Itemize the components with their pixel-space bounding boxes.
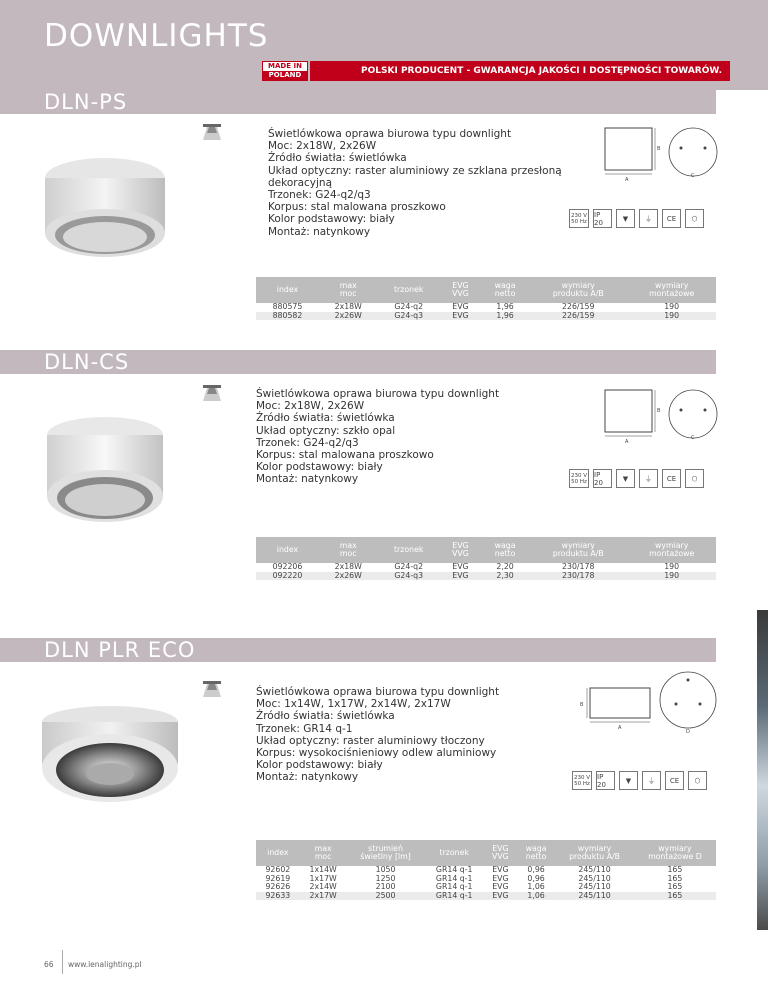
section-title: DLN-CS [44, 350, 130, 374]
ce-mark-icon: CE [665, 771, 684, 790]
table-row: 092220 2x26W G24-q3 EVG 2,30 230/178 190 [256, 572, 716, 581]
downlight-category-icon [203, 681, 221, 697]
spec-table: index max moc trzonek EVG VVG waga netto wymiary produktu A/B wymiary montażowe 880575 2x18W G24-q2 EVG 1,96 226/159 190 880582 2x26W G24-q3 EVG 1,96 226/159 190 [256, 277, 716, 320]
svg-text:B: B [580, 702, 584, 708]
svg-text:C: C [691, 173, 695, 179]
page-title: DOWNLIGHTS [44, 18, 269, 54]
flame-triangle-icon: ▼ [619, 771, 638, 790]
ce-mark-icon: CE [662, 209, 681, 228]
ip20-icon: IP 20 [593, 469, 612, 488]
voltage-icon: 230 V 50 Hz [569, 469, 589, 488]
footer-divider [62, 950, 63, 974]
ce-mark-icon: CE [662, 469, 681, 488]
svg-text:A: A [625, 177, 629, 183]
certification-icons [572, 771, 707, 790]
downlight-category-icon [203, 124, 221, 140]
voltage-icon: 230 V 50 Hz [569, 209, 589, 228]
section-title: DLN-PS [44, 90, 128, 114]
table-row: 92602 1x14W 1050 GR14 q-1 EVG 0,96 245/110 165 [256, 866, 716, 875]
svg-text:C: C [691, 435, 695, 441]
cube-icon: ⬡ [685, 209, 704, 228]
tagline-banner: POLSKI PRODUCENT - GWARANCJA JAKOŚCI I DOSTĘPNOŚCI TOWARÓW. [310, 61, 730, 81]
dln-plr-eco-product-image [35, 700, 185, 810]
certification-icons [569, 209, 704, 228]
dln-ps-product-image [38, 150, 173, 265]
product-description: Świetlówkowa oprawa biurowa typu downlight Moc: 1x14W, 1x17W, 2x14W, 2x17W Źródło światła: świetlówka Trzonek: GR14 q-1 Układ optyczny: raster aluminiowy tłoczony Korpus: wysokociśnieniowy odlew aluminiowy Kolor podstawowy: biały Montaż: natynkowy [256, 686, 500, 784]
cube-icon: ⬡ [688, 771, 707, 790]
spec-table: index max moc strumień świetlny [lm] trzonek EVG VVG waga netto wymiary produktu A/B wymiary montażowe D 92602 1x14W 1050 GR14 q-1 EVG 0,96 245/110 165 92619 1x17W 1250 GR14 q-1 EVG 0,96 245/110 165 92626 2x14W 2100 GR14 q-1 EVG 1,06 245/110 165 92633 2x17W 2500 GR14 q-1 EVG 1,06 245/110 165 [256, 840, 716, 900]
class-earth-icon: ⏚ [639, 209, 658, 228]
dimension-drawing [595, 124, 720, 184]
section-bar-dln-cs [0, 350, 716, 374]
table-row: 880582 2x26W G24-q3 EVG 1,96 226/159 190 [256, 312, 716, 321]
product-description: Świetlówkowa oprawa biurowa typu downlight Moc: 2x18W, 2x26W Źródło światła: świetlówka Układ optyczny: szkło opal Trzonek: G24-q2/q3 Korpus: stal malowana proszkowo Kolor podstawowy: biały Montaż: natynkowy [256, 388, 500, 486]
ip20-icon: IP 20 [593, 209, 612, 228]
svg-text:B: B [657, 146, 661, 152]
spec-table: index max moc trzonek EVG VVG waga netto wymiary produktu A/B wymiary montażowe 092206 2x18W G24-q2 EVG 2,20 230/178 190 092220 2x26W G24-q3 EVG 2,30 230/178 190 [256, 537, 716, 580]
dimension-drawing [595, 386, 720, 446]
downlight-category-icon [203, 385, 221, 401]
made-in-poland-logo: MADE IN POLAND [262, 61, 308, 81]
product-description: Świetlówkowa oprawa biurowa typu downlight Moc: 2x18W, 2x26W Źródło światła: świetlówka Układ optyczny: raster aluminiowy ze szklana przesłoną dekoracyjną Trzonek: G24-q2/q3 Korpus: stal malowana proszkowo Kolor podstawowy: biały Montaż: natynkowy [268, 128, 562, 238]
section-title: DLN PLR ECO [44, 638, 196, 662]
flame-triangle-icon: ▼ [616, 469, 635, 488]
class-earth-icon: ⏚ [639, 469, 658, 488]
page-number: 66 [44, 960, 54, 969]
svg-text:A: A [618, 725, 622, 731]
certification-icons [569, 469, 704, 488]
footer-url: www.lenalighting.pl [68, 960, 142, 969]
table-row: 880575 2x18W G24-q2 EVG 1,96 226/159 190 [256, 303, 716, 312]
voltage-icon: 230 V 50 Hz [572, 771, 592, 790]
table-row: 92626 2x14W 2100 GR14 q-1 EVG 1,06 245/110 165 [256, 883, 716, 892]
svg-text:D: D [686, 729, 690, 735]
class-earth-icon: ⏚ [642, 771, 661, 790]
flame-triangle-icon: ▼ [616, 209, 635, 228]
table-row: 92633 2x17W 2500 GR14 q-1 EVG 1,06 245/110 165 [256, 892, 716, 901]
svg-text:A: A [625, 439, 629, 445]
section-bar-dln-ps [0, 90, 716, 114]
table-row: 092206 2x18W G24-q2 EVG 2,20 230/178 190 [256, 563, 716, 572]
svg-text:B: B [657, 408, 661, 414]
dimension-drawing [580, 670, 720, 736]
ip20-icon: IP 20 [596, 771, 615, 790]
section-bar-dln-plr-eco [0, 638, 716, 662]
table-row: 92619 1x17W 1250 GR14 q-1 EVG 0,96 245/110 165 [256, 875, 716, 884]
side-photo-strip [757, 610, 768, 930]
cube-icon: ⬡ [685, 469, 704, 488]
dln-cs-product-image [38, 410, 173, 530]
